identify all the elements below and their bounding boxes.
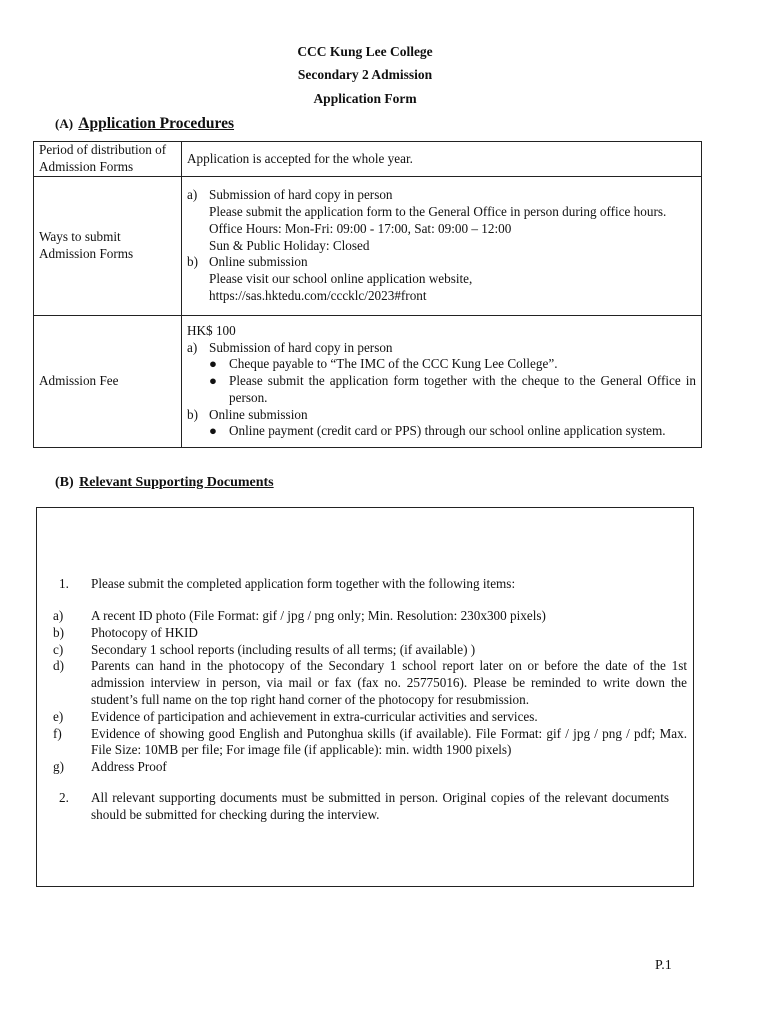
list-item xyxy=(59,576,669,593)
list-marker: e) xyxy=(53,708,64,724)
list-item xyxy=(53,608,687,625)
item-text: Parents can hand in the photocopy of the Secondary 1 school report later on or before the date of the 1st admission interview in person, via mail or fax (fax no. 25775016). Please be reminded to write down the student’s full name on the top right hand corner of the photocopy for resubmission. xyxy=(91,658,687,707)
application-url: https://sas.hktedu.com/cccklc/2023#front xyxy=(209,287,427,303)
item-text: A recent ID photo (File Format: gif / jpg / png only; Min. Resolution: 230x300 pixels) xyxy=(91,608,546,623)
table-row xyxy=(34,177,702,316)
holiday-hours: Sun & Public Holiday: Closed xyxy=(209,237,370,253)
table-row xyxy=(34,316,702,448)
ways-value xyxy=(182,177,702,316)
page-number: P.1 xyxy=(655,958,672,973)
documents-box xyxy=(36,507,694,887)
list-marker: g) xyxy=(53,759,64,775)
list-item xyxy=(53,625,687,642)
list-item xyxy=(59,790,669,824)
ways-b-desc: Please visit our school online application website, xyxy=(209,271,473,287)
item-text: Secondary 1 school reports (including results of all terms; (if available) ) xyxy=(91,641,476,657)
item-number: 2. xyxy=(59,790,69,805)
office-hours: Office Hours: Mon-Fri: 09:00 - 17:00, Sat: 09:00 – 12:00 xyxy=(209,220,512,236)
fee-a-bullet1: Cheque payable to “The IMC of the CCC Kung Lee College”. xyxy=(229,356,558,372)
ways-a-title: Submission of hard copy in person xyxy=(209,187,393,203)
list-marker: f) xyxy=(53,725,62,741)
fee-b-title: Online submission xyxy=(209,406,308,422)
section-a-prefix: (A) xyxy=(55,116,74,131)
period-value: Application is accepted for the whole year. xyxy=(182,142,702,177)
school-name: CCC Kung Lee College xyxy=(297,44,433,59)
list-item xyxy=(53,658,687,708)
item-text: Evidence of participation and achievement in extra-curricular activities and services. xyxy=(91,708,538,724)
admission-title: Secondary 2 Admission xyxy=(297,67,433,82)
item-text: Photocopy of HKID xyxy=(91,624,198,640)
procedures-table xyxy=(33,141,702,448)
fee-a-bullet2: Please submit the application form together with the cheque to the General Office in person. xyxy=(229,373,696,405)
item-text: All relevant supporting documents must be submitted in person. Original copies of the relevant documents should be submitted for checking during the interview. xyxy=(91,790,669,822)
fee-amount: HK$ 100 xyxy=(187,322,236,338)
bullet-icon: ● xyxy=(209,356,217,372)
fee-label: Admission Fee xyxy=(34,316,182,448)
section-a-heading xyxy=(55,115,234,133)
item-text: Please submit the completed application form together with the following items: xyxy=(91,576,516,591)
fee-value xyxy=(182,316,702,448)
item-number: 1. xyxy=(59,576,69,591)
list-item xyxy=(53,759,687,776)
section-b-title: Relevant Supporting Documents xyxy=(79,475,274,490)
ways-label: Ways to submit Admission Forms xyxy=(34,177,182,316)
list-marker: b) xyxy=(187,406,198,422)
bullet-icon: ● xyxy=(209,373,217,389)
list-marker: d) xyxy=(53,658,64,674)
item-text: Evidence of showing good English and Putonghua skills (if available). File Format: gif / jpg / png / pdf; Max. File Size: 10MB per file; For image file (if applicable): min. width 1900 pixels) xyxy=(91,725,687,758)
section-b-heading xyxy=(55,475,274,491)
bullet-icon: ● xyxy=(209,423,217,439)
period-label: Period of distribution of Admission Forms xyxy=(34,142,182,177)
ways-a-desc: Please submit the application form to the General Office in person during office hours. xyxy=(209,204,667,219)
list-item xyxy=(53,642,687,659)
section-b-prefix: (B) xyxy=(55,475,74,490)
item-text: Address Proof xyxy=(91,759,167,775)
documents-list xyxy=(53,608,687,776)
list-item xyxy=(53,726,687,760)
list-marker: b) xyxy=(187,254,198,270)
section-a-title: Application Procedures xyxy=(78,115,235,132)
list-marker: a) xyxy=(53,608,64,623)
ways-b-title: Online submission xyxy=(209,254,308,270)
list-marker: b) xyxy=(53,624,64,640)
fee-b-bullet1: Online payment (credit card or PPS) through our school online application system. xyxy=(229,423,666,439)
form-title: Application Form xyxy=(313,91,417,106)
list-item xyxy=(53,709,687,726)
fee-a-title: Submission of hard copy in person xyxy=(209,339,393,355)
table-row xyxy=(34,142,702,177)
list-marker: c) xyxy=(53,641,64,657)
list-marker: a) xyxy=(187,187,198,203)
list-marker: a) xyxy=(187,339,198,355)
